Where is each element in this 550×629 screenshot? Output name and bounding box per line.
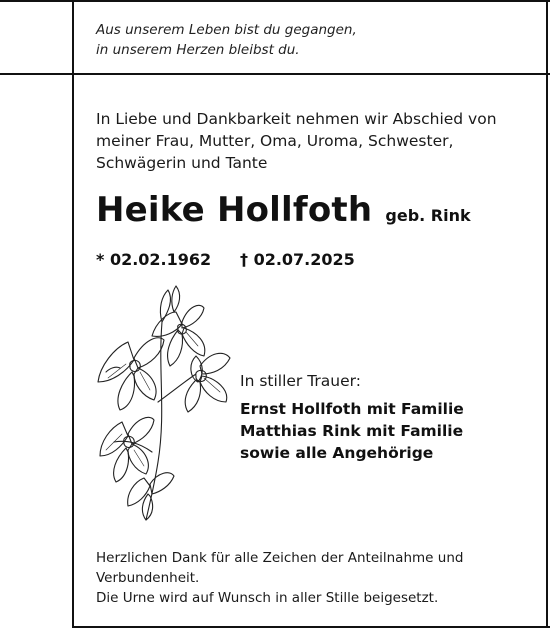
mourner-entry: Matthias Rink mit Familie <box>240 422 464 440</box>
orchid-icon <box>92 282 238 522</box>
closing-line: Herzlichen Dank für alle Zeichen der Anteilnahme und <box>96 550 464 566</box>
mourner-entry: sowie alle Angehörige <box>240 444 434 462</box>
intro-line: In Liebe und Dankbarkeit nehmen wir Abschied von <box>96 110 497 128</box>
top-border <box>0 0 550 2</box>
deceased-name: Heike Hollfoth <box>96 190 373 230</box>
intro-text <box>96 108 497 174</box>
intro-line: Schwägerin und Tante <box>96 154 268 172</box>
mourners-list <box>240 398 464 464</box>
death-date: † 02.07.2025 <box>240 250 355 269</box>
memorial-quote <box>96 20 357 60</box>
mourner-entry: Ernst Hollfoth mit Familie <box>240 400 464 418</box>
maiden-name: geb. Rink <box>385 206 471 225</box>
closing-line: Verbundenheit. <box>96 570 200 586</box>
deceased-name-line <box>96 190 471 230</box>
mourning-label: In stiller Trauer: <box>240 372 361 390</box>
quote-line: in unserem Herzen bleibst du. <box>96 42 300 58</box>
closing-text <box>96 548 463 608</box>
bottom-border <box>72 626 550 628</box>
right-border <box>546 0 548 628</box>
left-border <box>72 0 74 628</box>
quote-line: Aus unserem Leben bist du gegangen, <box>96 22 357 38</box>
closing-line: Die Urne wird auf Wunsch in aller Stille beigesetzt. <box>96 590 439 606</box>
intro-line: meiner Frau, Mutter, Oma, Uroma, Schwester, <box>96 132 454 150</box>
quote-divider <box>0 73 550 75</box>
birth-date: * 02.02.1962 <box>96 250 212 269</box>
